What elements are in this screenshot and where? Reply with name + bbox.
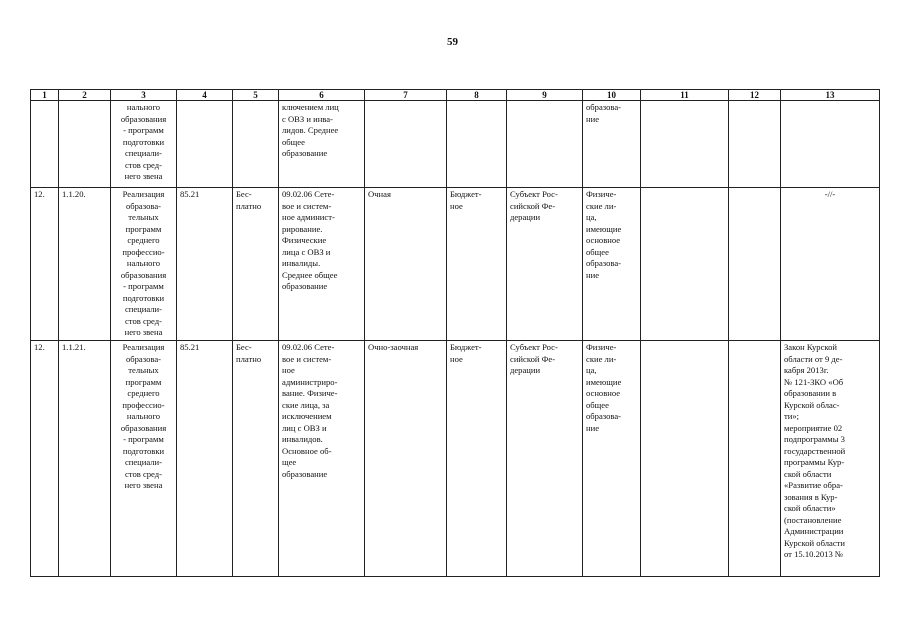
payment-cell: Бес- платно	[233, 341, 279, 577]
consumers-cell: Физиче- ские ли- ца, имеющие основное общее образова- ние	[583, 341, 641, 577]
payment-cell	[233, 101, 279, 188]
row-number-cell: 12.	[31, 188, 59, 341]
type-cell	[447, 101, 507, 188]
row-number-cell	[31, 101, 59, 188]
column-header: 9	[507, 90, 583, 101]
col11-cell	[641, 101, 729, 188]
form-cell	[365, 101, 447, 188]
form-cell: Очная	[365, 188, 447, 341]
col12-cell	[729, 101, 781, 188]
column-header: 10	[583, 90, 641, 101]
column-header: 5	[233, 90, 279, 101]
okved-cell: 85.21	[177, 188, 233, 341]
service-name-cell: нального образования - программ подготовки специали- стов сред- него звена	[111, 101, 177, 188]
document-table	[30, 89, 880, 577]
column-header: 4	[177, 90, 233, 101]
table-row	[31, 188, 880, 341]
header-row	[31, 90, 880, 101]
service-name-cell: Реализация образова- тельных программ среднего профессио- нального образования - программ подготовки специали- стов сред- него звена	[111, 341, 177, 577]
founder-cell: Субъект Рос- сийской Фе- дерации	[507, 341, 583, 577]
table-row	[31, 101, 880, 188]
column-header: 13	[781, 90, 880, 101]
col12-cell	[729, 341, 781, 577]
content-cell: 09.02.06 Сете- вое и систем- ное администриро- вание. Физиче- ские лица, за исключением лиц с ОВЗ и инвалидов. Основное об- щее образование	[279, 341, 365, 577]
column-header: 8	[447, 90, 507, 101]
column-header: 12	[729, 90, 781, 101]
founder-cell	[507, 101, 583, 188]
col11-cell	[641, 188, 729, 341]
legal-basis-cell: -//-	[781, 188, 880, 341]
code-cell	[59, 101, 111, 188]
type-cell: Бюджет- ное	[447, 341, 507, 577]
column-header: 2	[59, 90, 111, 101]
okved-cell: 85.21	[177, 341, 233, 577]
column-header: 3	[111, 90, 177, 101]
column-header: 11	[641, 90, 729, 101]
column-header: 6	[279, 90, 365, 101]
page-number: 59	[447, 36, 458, 48]
payment-cell: Бес- платно	[233, 188, 279, 341]
legal-basis-cell: Закон Курской области от 9 де- кабря 2013г. № 121-ЗКО «Об образовании в Курской облас- ти»; мероприятие 02 подпрограммы 3 государственной программы Кур- ской области «Развитие обра- зования в Кур- ской области» (постановление Администрации Курской области от 15.10.2013 №	[781, 341, 880, 577]
form-cell: Очно-заочная	[365, 341, 447, 577]
column-header: 7	[365, 90, 447, 101]
col11-cell	[641, 341, 729, 577]
type-cell: Бюджет- ное	[447, 188, 507, 341]
founder-cell: Субъект Рос- сийской Фе- дерации	[507, 188, 583, 341]
content-cell: 09.02.06 Сете- вое и систем- ное админист- рирование. Физические лица с ОВЗ и инвалиды. Среднее общее образование	[279, 188, 365, 341]
column-header: 1	[31, 90, 59, 101]
okved-cell	[177, 101, 233, 188]
consumers-cell: Физиче- ские ли- ца, имеющие основное общее образова- ние	[583, 188, 641, 341]
code-cell: 1.1.20.	[59, 188, 111, 341]
consumers-cell: образова- ние	[583, 101, 641, 188]
content-cell: ключением лиц с ОВЗ и инва- лидов. Среднее общее образование	[279, 101, 365, 188]
legal-basis-cell	[781, 101, 880, 188]
table-row	[31, 341, 880, 577]
row-number-cell: 12.	[31, 341, 59, 577]
code-cell: 1.1.21.	[59, 341, 111, 577]
service-name-cell: Реализация образова- тельных программ среднего профессио- нального образования - программ подготовки специали- стов сред- него звена	[111, 188, 177, 341]
col12-cell	[729, 188, 781, 341]
